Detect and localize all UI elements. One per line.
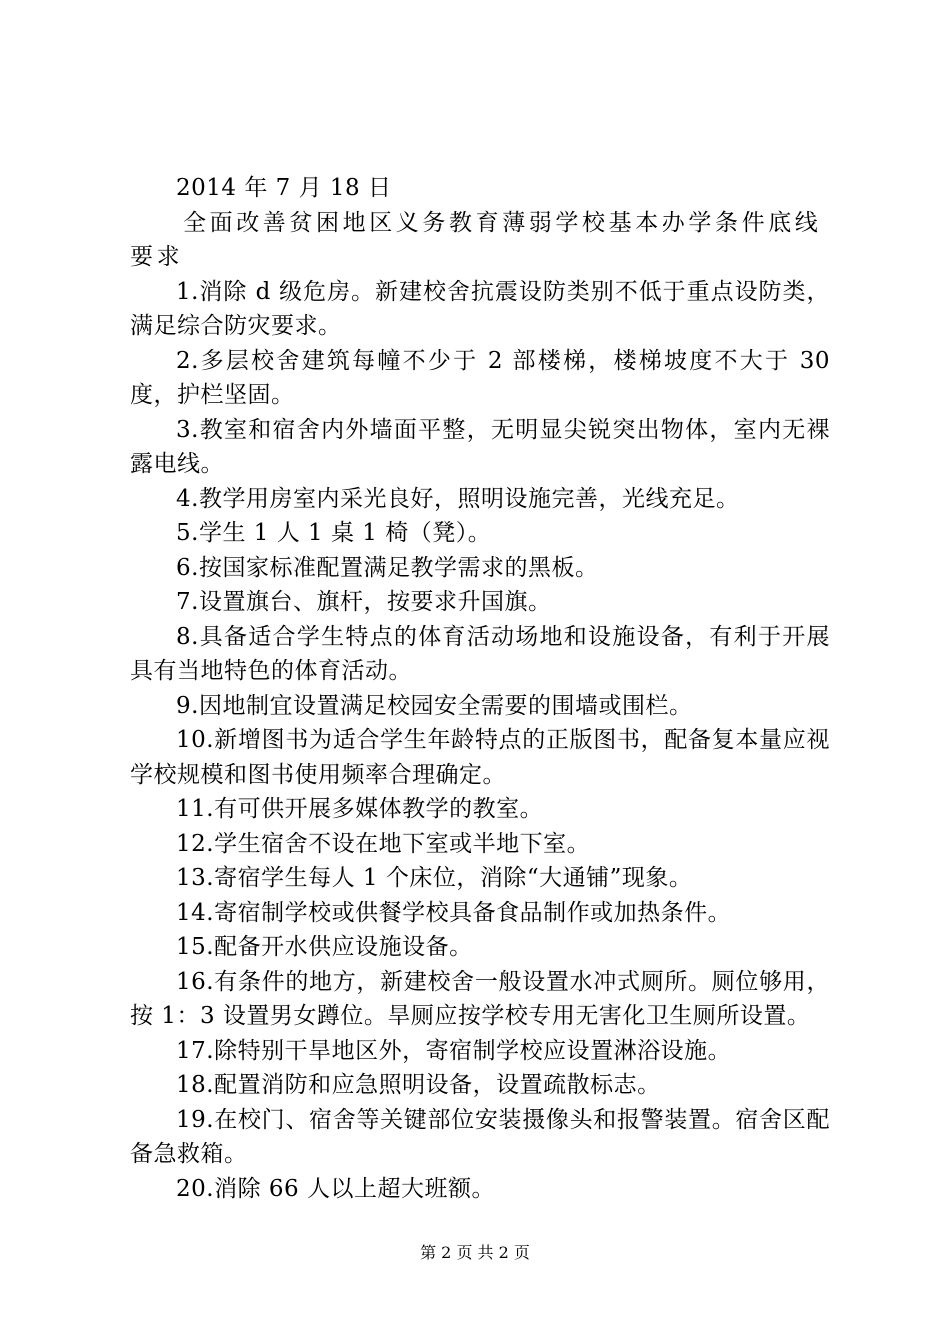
requirement-item: 16.有条件的地方，新建校舍一般设置水冲式厕所。厕位够用，按 1：3 设置男女蹲位。旱厕应按学校专用无害化卫生厕所设置。	[130, 968, 830, 1029]
requirement-item: 19.在校门、宿舍等关键部位安装摄像头和报警装置。宿舍区配备急救箱。	[130, 1106, 830, 1167]
requirement-item: 10.新增图书为适合学生年龄特点的正版图书，配备复本量应视学校规模和图书使用频率合理确定。	[130, 727, 830, 788]
requirement-list	[130, 275, 830, 1207]
requirement-item: 14.寄宿制学校或供餐学校具备食品制作或加热条件。	[176, 899, 732, 926]
requirement-item: 12.学生宿舍不设在地下室或半地下室。	[176, 830, 591, 857]
requirement-item: 18.配置消防和应急照明设备，设置疏散标志。	[176, 1072, 661, 1098]
requirement-item: 8.具备适合学生特点的体育活动场地和设施设备，有利于开展具有当地特色的体育活动。	[130, 623, 830, 684]
requirement-item: 13.寄宿学生每人 1 个床位，消除“大通铺”现象。	[176, 865, 693, 891]
requirement-item: 17.除特别干旱地区外，寄宿制学校应设置淋浴设施。	[176, 1037, 732, 1064]
document-date: 2014 年 7 月 18 日	[176, 175, 392, 201]
document-body	[130, 171, 830, 1206]
document-title: 全面改善贫困地区义务教育薄弱学校基本办学条件底线要求	[130, 209, 822, 270]
requirement-item: 6.按国家标准配置满足教学需求的黑板。	[176, 554, 599, 581]
page-footer: 第 2 页 共 2 页	[420, 1243, 530, 1262]
requirement-item: 20.消除 66 人以上超大班额。	[176, 1175, 495, 1202]
requirement-item: 5.学生 1 人 1 桌 1 椅（凳）。	[176, 520, 492, 546]
requirement-item: 9.因地制宜设置满足校园安全需要的围墙或围栏。	[176, 692, 693, 719]
requirement-item: 4.教学用房室内采光良好，照明设施完善，光线充足。	[176, 485, 740, 512]
requirement-item: 7.设置旗台、旗杆，按要求升国旗。	[176, 589, 552, 615]
requirement-item: 2.多层校舍建筑每幢不少于 2 部楼梯，楼梯坡度不大于 30 度，护栏坚固。	[130, 347, 830, 408]
requirement-item: 3.教室和宿舍内外墙面平整，无明显尖锐突出物体，室内无裸露电线。	[130, 416, 830, 477]
requirement-item: 15.配备开水供应设施设备。	[176, 934, 473, 960]
requirement-item: 1.消除 d 级危房。新建校舍抗震设防类别不低于重点设防类，满足综合防灾要求。	[130, 278, 830, 339]
requirement-item: 11.有可供开展多媒体教学的教室。	[176, 796, 544, 822]
